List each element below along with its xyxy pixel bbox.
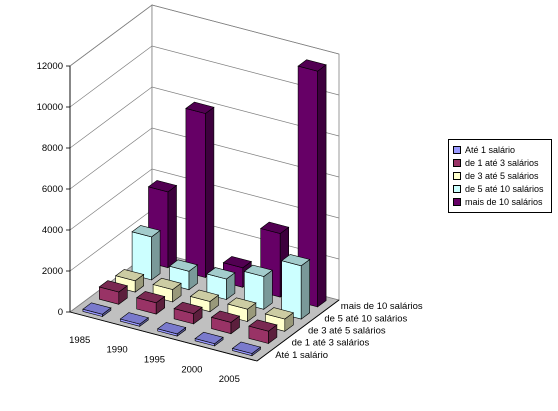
y-tick-label: 0 [57,307,63,318]
depth-tick-label: Até 1 salário [275,349,329,361]
depth-tick-label: mais de 10 salários [340,301,423,313]
x-tick-label: 2000 [181,364,203,376]
bar-side [152,231,161,280]
legend-item [453,143,551,156]
legend-label: de 3 até 5 salários [465,170,539,181]
bar-side [168,186,177,268]
legend-swatch [453,185,461,193]
legend-item [453,169,551,182]
y-tick-label: 10000 [36,102,63,113]
bar-side [205,107,214,277]
x-tick-label: 1995 [143,354,166,366]
depth-tick-label: de 5 até 10 salários [324,313,408,325]
legend-label: de 1 até 3 salários [465,157,539,168]
depth-tick-label: de 3 até 5 salários [308,325,386,337]
legend-swatch [453,159,461,167]
legend-swatch [453,172,461,180]
bar-front [186,108,206,277]
x-tick-label: 1990 [106,344,128,356]
x-tick-label: 1985 [69,334,91,346]
y-tick-label: 8000 [41,143,63,154]
legend-swatch [453,198,461,206]
bar-side [301,260,310,320]
y-tick-label: 4000 [41,225,63,236]
x-tick-label: 2005 [218,374,240,386]
bar [132,225,160,280]
bar-side [318,65,327,307]
legend-item [453,156,551,169]
depth-tick-label: de 1 até 3 salários [291,337,370,349]
y-tick-label: 2000 [41,266,63,277]
bar [282,254,310,319]
legend-swatch [453,146,461,154]
legend-item [453,196,551,209]
legend-item [453,183,551,196]
y-tick-label: 12000 [36,61,63,72]
legend-label: de 5 até 10 salários [465,184,544,195]
legend [448,139,552,213]
bar-side [264,270,273,309]
y-tick-label: 6000 [41,184,63,195]
legend-label: mais de 10 salários [465,197,543,208]
bar [186,102,214,277]
legend-label: Até 1 salário [465,144,516,155]
